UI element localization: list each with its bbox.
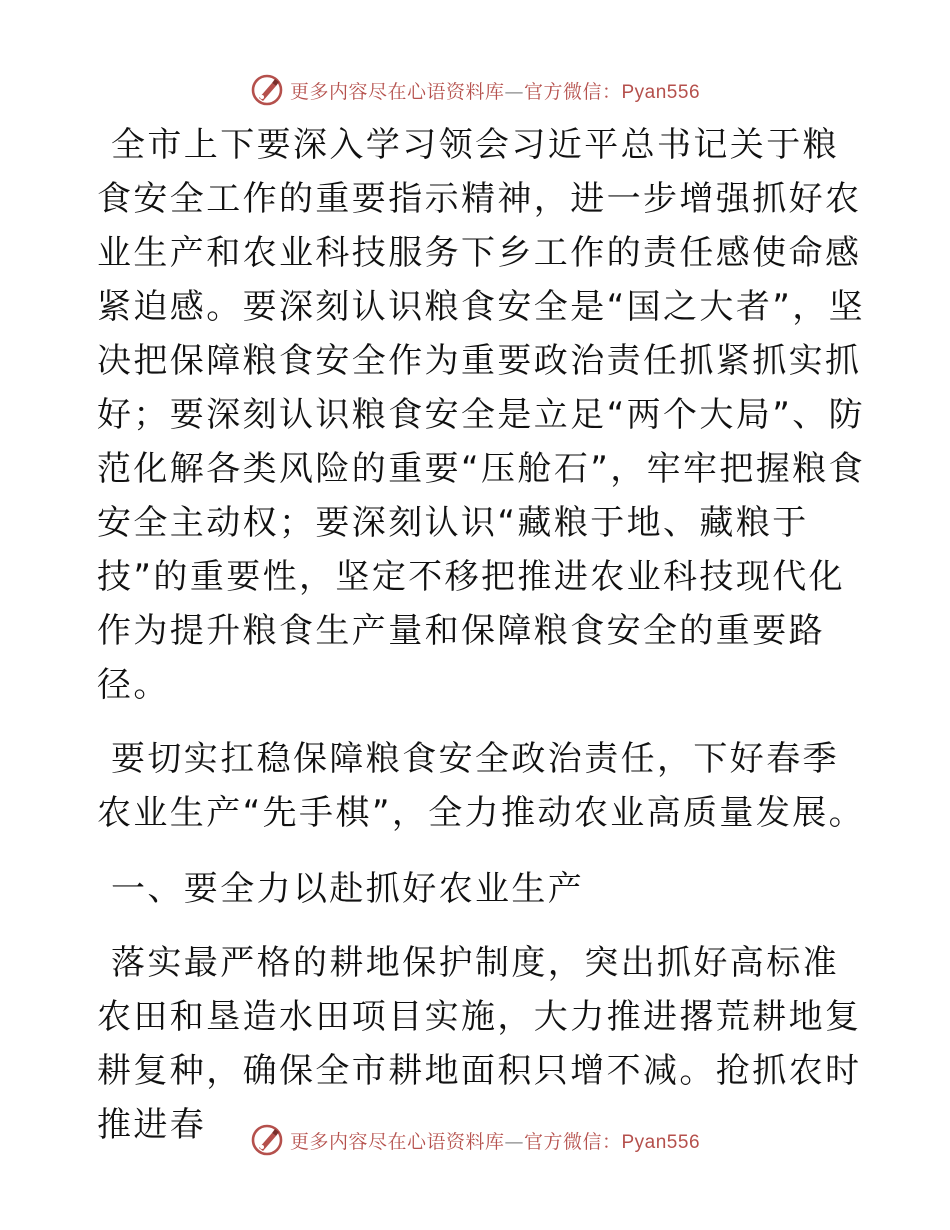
document-body [97,118,867,1152]
watermark-text: 更多内容尽在心语资料库—官方微信：Pyan556 [289,80,701,103]
footer-watermark-banner [0,1120,950,1160]
watermark-text: 更多内容尽在心语资料库—官方微信：Pyan556 [289,1130,701,1153]
paragraph: 要切实扛稳保障粮食安全政治责任，下好春季农业生产“先手棋”，全力推动农业高质量发展。 [97,739,866,833]
header-watermark-banner [0,70,950,110]
pen-nib-logo-icon [250,1123,284,1157]
paragraph: 全市上下要深入学习领会习近平总书记关于粮食安全工作的重要指示精神，进一步增强抓好农业生产和农业科技服务下乡工作的责任感使命感紧迫感。要深刻认识粮食安全是“国之大者”，坚决把保障粮食安全作为重要政治责任抓紧抓实抓好；要深刻认识粮食安全是立足“两个大局”、防范化解各类风险的重要“压舱石”，牢牢把握粮食安全主动权；要深刻认识“藏粮于地、藏粮于技”的重要性，坚定不移把推进农业科技现代化作为提升粮食生产量和保障粮食安全的重要路径。 [97,125,866,705]
section-heading: 一、要全力以赴抓好农业生产 [111,869,585,909]
paragraph: 落实最严格的耕地保护制度，突出抓好高标准农田和垦造水田项目实施，大力推进撂荒耕地复耕复种，确保全市耕地面积只增不减。抢抓农时推进春 [97,943,862,1145]
pen-nib-logo-icon [250,73,284,107]
